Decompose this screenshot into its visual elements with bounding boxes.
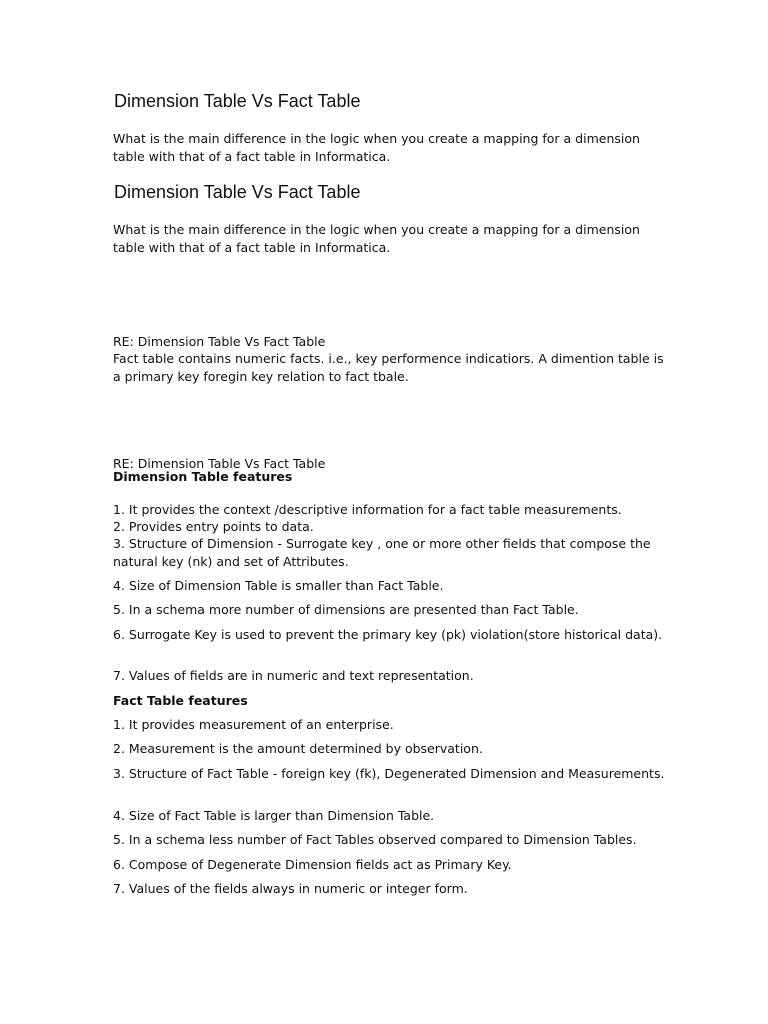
list-item: 7. Values of fields are in numeric and text representation. <box>113 668 474 683</box>
list-item: 2. Measurement is the amount determined by observation. <box>113 741 483 756</box>
dimension-features-heading: Dimension Table features <box>113 469 293 484</box>
list-item: 6. Compose of Degenerate Dimension fields act as Primary Key. <box>113 857 512 872</box>
section-question: What is the main difference in the logic when you create a mapping for a dimension table with that of a fact table in Informatica. <box>113 131 640 164</box>
list-item: 4. Size of Fact Table is larger than Dimension Table. <box>113 808 435 823</box>
section-title: Dimension Table Vs Fact Table <box>114 182 361 202</box>
list-item: 3. Structure of Dimension - Surrogate key , one or more other fields that compose the natural key (nk) and set of Attributes. <box>113 536 651 569</box>
list-item: 5. In a schema less number of Fact Tables observed compared to Dimension Tables. <box>113 832 637 847</box>
reply-subject: RE: Dimension Table Vs Fact Table <box>113 334 326 349</box>
section-title: Dimension Table Vs Fact Table <box>114 91 361 111</box>
list-item: 6. Surrogate Key is used to prevent the primary key (pk) violation(store historical data). <box>113 627 663 642</box>
reply-body: Fact table contains numeric facts. i.e., key performence indicatiors. A dimention table is a primary key foregin key relation to fact tbale. <box>113 351 664 384</box>
reply-subject: RE: Dimension Table Vs Fact Table <box>113 456 326 471</box>
list-item: 2. Provides entry points to data. <box>113 519 314 534</box>
list-item: 7. Values of the fields always in numeric or integer form. <box>113 881 468 896</box>
list-item: 3. Structure of Fact Table - foreign key (fk), Degenerated Dimension and Measurements. <box>113 766 665 781</box>
section-question: What is the main difference in the logic when you create a mapping for a dimension table with that of a fact table in Informatica. <box>113 222 640 255</box>
list-item: 5. In a schema more number of dimensions are presented than Fact Table. <box>113 602 579 617</box>
list-item: 4. Size of Dimension Table is smaller than Fact Table. <box>113 578 444 593</box>
fact-features-heading: Fact Table features <box>113 693 248 708</box>
list-item: 1. It provides measurement of an enterprise. <box>113 717 394 732</box>
list-item: 1. It provides the context /descriptive information for a fact table measurements. <box>113 502 622 517</box>
